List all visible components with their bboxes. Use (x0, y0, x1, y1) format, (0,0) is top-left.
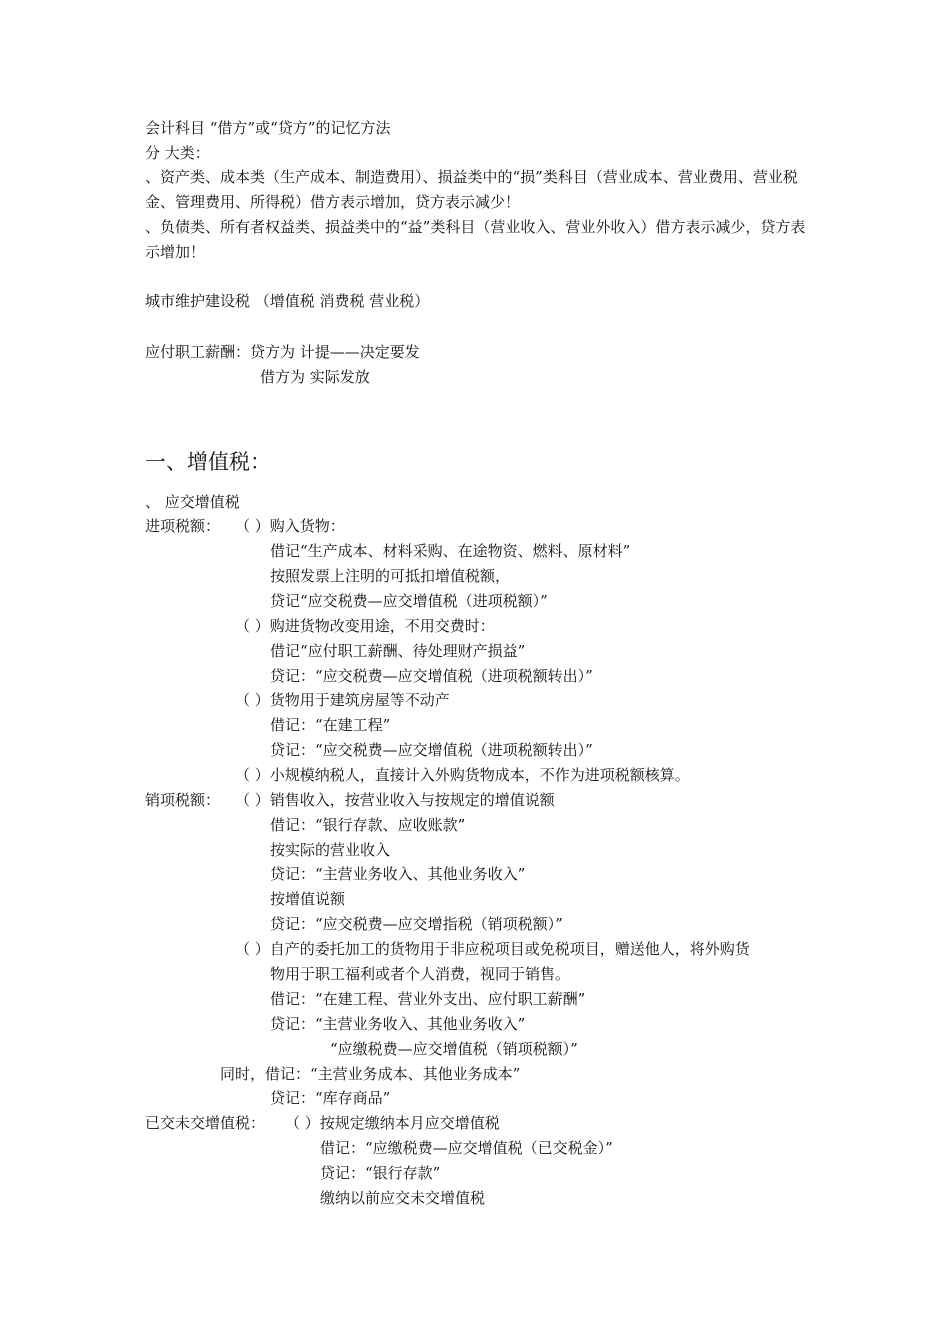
paid-tax-item-1-credit: 贷记：“银行存款” (320, 1164, 441, 1182)
output-tax-item-2-debit: 借记：“在建工程、营业外支出、应付职工薪酬” (270, 990, 586, 1008)
output-tax-item-2-credit: 贷记：“主营业务收入、其他业务收入” (270, 1015, 526, 1033)
paid-tax-item-1-note: 缴纳以前应交未交增值税 (320, 1189, 486, 1207)
input-tax-item-3: （ ）货物用于建筑房屋等不动产 (235, 691, 450, 709)
paid-tax-label: 已交未交增值税： (145, 1114, 266, 1132)
paid-tax-item-1-debit: 借记：“应缴税费—应交增值税（已交税金）” (320, 1139, 613, 1157)
city-maintenance-tax-line: 城市维护建设税 （增值税 消费税 营业税） (145, 292, 430, 310)
input-tax-item-2-debit: 借记“应付职工薪酬、待处理财产损益” (270, 642, 526, 660)
output-tax-item-2-cost-debit: 同时，借记：“主营业务成本、其他业务成本” (220, 1065, 521, 1083)
output-tax-item-1-note: 按实际的营业收入 (270, 841, 391, 859)
payroll-credit-line: 应付职工薪酬：贷方为 计提——决定要发 (145, 343, 420, 361)
output-tax-item-1-credit: 贷记：“主营业务收入、其他业务收入” (270, 865, 526, 883)
output-tax-item-1: （ ）销售收入，按营业收入与按规定的增值说额 (235, 791, 555, 809)
input-tax-item-2-credit: 贷记：“应交税费—应交增值税（进项税额转出）” (270, 667, 593, 685)
input-tax-label: 进项税额： (145, 517, 221, 535)
input-tax-item-1-debit: 借记“生产成本、材料采购、在途物资、燃料、原材料” (270, 542, 631, 560)
paid-tax-item-1: （ ）按规定缴纳本月应交增值税 (285, 1114, 500, 1132)
section-heading-vat: 一、增值税： (145, 450, 271, 474)
output-tax-label: 销项税额： (145, 791, 221, 809)
input-tax-item-3-debit: 借记：“在建工程” (270, 716, 391, 734)
credit-increase-rule: 、负债类、所有者权益类、损益类中的“益”类科目（营业收入、营业外收入）借方表示减少，贷方表示增加！ (145, 218, 806, 261)
input-tax-item-3-credit: 贷记：“应交税费—应交增值税（进项税额转出）” (270, 741, 593, 759)
account-classes-line: 分 大类： (145, 144, 210, 162)
input-tax-item-1-credit: 贷记“应交税费—应交增值税（进项税额）” (270, 592, 548, 610)
input-tax-item-1: （ ）购入货物： (235, 517, 345, 535)
output-tax-item-1-note-2: 按增值说额 (270, 890, 346, 908)
output-tax-item-2-line-2: 物用于职工福利或者个人消费，视同于销售。 (270, 965, 571, 983)
payroll-debit-line: 借方为 实际发放 (260, 368, 370, 386)
vat-payable-subheading: 、 应交增值税 (145, 493, 240, 511)
output-tax-item-1-debit: 借记：“银行存款、应收账款” (270, 816, 466, 834)
output-tax-item-2-credit-2: “应缴税费—应交增值税（销项税额）” (330, 1040, 578, 1058)
input-tax-item-4: （ ）小规模纳税人，直接计入外购货物成本，不作为进项税额核算。 (235, 766, 690, 784)
output-tax-item-1-credit-2: 贷记：“应交税费—应交增指税（销项税额）” (270, 915, 563, 933)
memory-method-title: 会计科目 “借方”或“贷方”的记忆方法 (145, 119, 391, 137)
input-tax-item-2: （ ）购进货物改变用途，不用交费时： (235, 617, 495, 635)
output-tax-item-2-cost-credit: 贷记：“库存商品” (270, 1089, 391, 1107)
input-tax-item-1-note: 按照发票上注明的可抵扣增值税额， (270, 567, 511, 585)
debit-increase-rule: 、资产类、成本类（生产成本、制造费用）、损益类中的“损”类科目（营业成本、营业费用、营业税金、管理费用、所得税）借方表示增加，贷方表示减少！ (145, 168, 798, 211)
output-tax-item-2-line-1: （ ）自产的委托加工的货物用于非应税项目或免税项目，赠送他人，将外购货 (235, 940, 750, 958)
